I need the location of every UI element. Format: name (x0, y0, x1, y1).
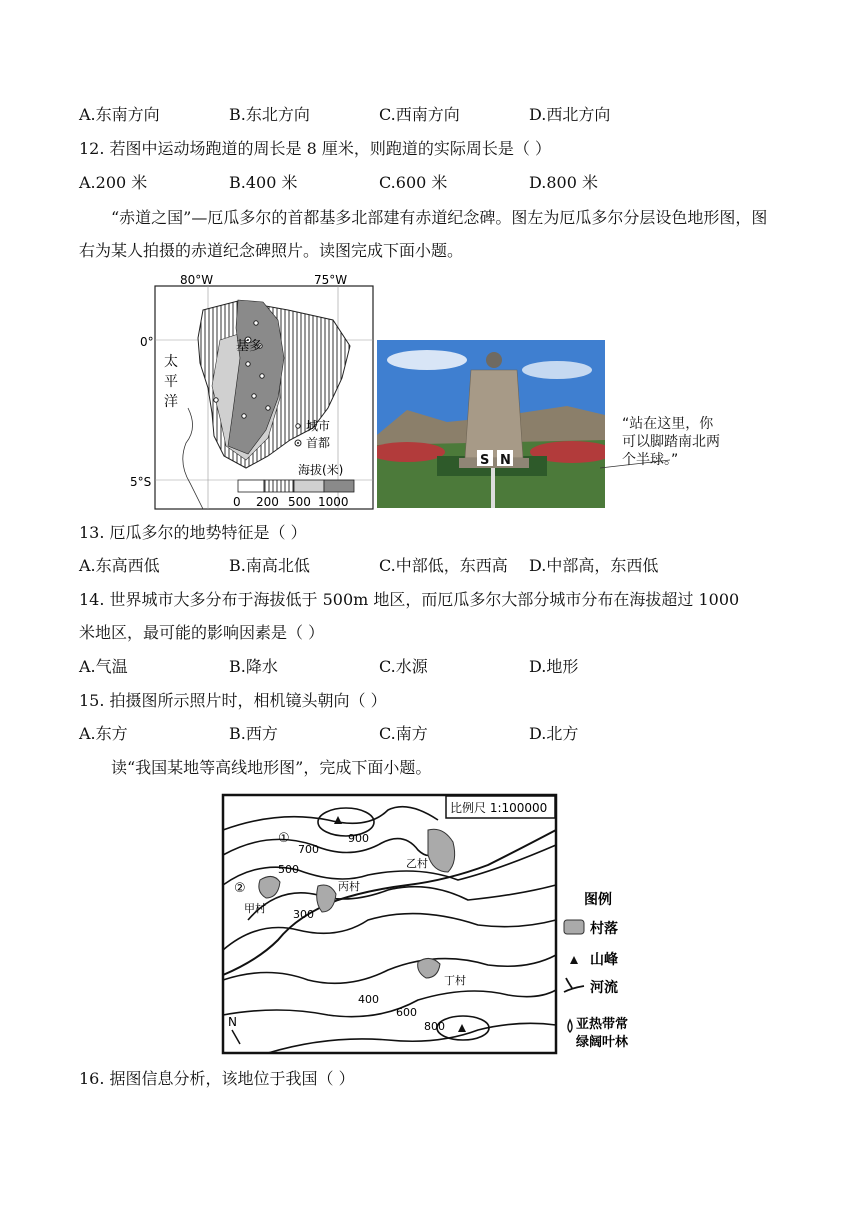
lat-0-label: 0° (140, 335, 154, 349)
equator-monument-photo (377, 340, 605, 508)
photo-letter-n: N (500, 453, 511, 468)
q15-option-c: C.南方 (379, 724, 428, 743)
capital-label: 基多 (236, 339, 263, 354)
q12-option-d: D.800 米 (529, 173, 598, 192)
q11-option-a: A.东南方向 (79, 105, 160, 124)
legend-tick-0: 0 (233, 495, 241, 509)
contour-intro: 读“我国某地等高线地形图”，完成下面小题。 (111, 758, 432, 777)
contour-label-700: 700 (298, 843, 319, 856)
q12-option-a: A.200 米 (79, 173, 148, 192)
q11-option-b: B.东北方向 (229, 105, 310, 124)
legend-city-label: 城市 (306, 419, 331, 433)
legend-tick-1000: 1000 (318, 495, 349, 509)
contour-topographic-map (218, 790, 563, 1058)
q13-stem: 13. 厄瓜多尔的地势特征是（ ） (79, 523, 307, 542)
ecuador-terrain-map (128, 268, 376, 510)
q14-option-b: B.降水 (229, 657, 278, 676)
q14-options (79, 657, 679, 677)
contour-label-300: 300 (293, 908, 314, 921)
legend-tick-500: 500 (288, 495, 311, 509)
q15-option-d: D.北方 (529, 724, 579, 743)
photo-letter-s: S (480, 453, 490, 468)
legend-peak-label: 山峰 (590, 952, 618, 968)
q14-option-a: A.气温 (79, 657, 128, 676)
q11-option-c: C.西南方向 (379, 105, 460, 124)
ocean-char-1: 太 (164, 354, 178, 370)
ocean-char-2: 平 (164, 374, 178, 390)
contour-label-800: 800 (424, 1020, 445, 1033)
contour-label-500: 500 (278, 863, 299, 876)
village-jia-label: 甲村 (244, 902, 266, 915)
q14-option-c: C.水源 (379, 657, 428, 676)
q14-stem-line2: 米地区，最可能的影响因素是（ ） (79, 623, 325, 642)
lon-80w-label: 80°W (180, 273, 214, 287)
contour-legend (562, 888, 652, 1058)
q15-stem: 15. 拍摄图所示照片时，相机镜头朝向（ ） (79, 691, 387, 710)
q15-options (79, 724, 679, 744)
contour-label-600: 600 (396, 1006, 417, 1019)
q11-option-d: D.西北方向 (529, 105, 611, 124)
ecuador-intro: “赤道之国”—厄瓜多尔的首都基多北部建有赤道纪念碑。图左为厄瓜多尔分层设色地形图，图右为某人拍摄的赤道纪念碑照片。读图完成下面小题。 (79, 208, 768, 260)
q12-option-c: C.600 米 (379, 173, 448, 192)
contour-label-900: 900 (348, 832, 369, 845)
contour-label-400: 400 (358, 993, 379, 1006)
ocean-char-3: 洋 (164, 394, 178, 410)
caption-line-1: “站在这里，你 (622, 416, 714, 432)
photo-caption-callout (600, 408, 740, 478)
q15-option-a: A.东方 (79, 724, 128, 743)
q11-options (79, 105, 679, 125)
legend-heading: 图例 (584, 892, 612, 908)
point-2-label: ② (234, 881, 246, 896)
q13-option-c: C.中部低，东西高 (379, 556, 508, 575)
caption-line-2: 可以脚踏南北两 (622, 434, 720, 450)
q14-option-d: D.地形 (529, 657, 579, 676)
q13-option-d: D.中部高，东西低 (529, 556, 659, 575)
q13-option-a: A.东高西低 (79, 556, 160, 575)
q13-options (79, 556, 679, 576)
lat-5s-label: 5°S (130, 475, 152, 489)
q16-stem: 16. 据图信息分析，该地位于我国（ ） (79, 1069, 355, 1088)
village-bing-label: 丙村 (338, 880, 360, 893)
north-label: N (228, 1015, 237, 1029)
q15-option-b: B.西方 (229, 724, 278, 743)
village-yi-label: 乙村 (406, 857, 428, 870)
q12-stem: 12. 若图中运动场跑道的周长是 8 厘米，则跑道的实际周长是（ ） (79, 139, 551, 158)
q13-option-b: B.南高北低 (229, 556, 310, 575)
legend-forest-line2: 绿阔叶林 (576, 1035, 629, 1050)
legend-village-label: 村落 (590, 921, 618, 937)
q14-stem-line1: 14. 世界城市大多分布于海拔低于 500m 地区，而厄瓜多尔大部分城市分布在海拔超过 1000 (79, 590, 740, 609)
village-ding-label: 丁村 (444, 974, 466, 987)
legend-forest-line1: 亚热带常 (576, 1017, 629, 1032)
point-1-label: ① (278, 831, 290, 846)
caption-line-3: 个半球。” (622, 452, 679, 468)
scale-label: 比例尺 1:100000 (450, 801, 548, 815)
legend-tick-200: 200 (256, 495, 279, 509)
legend-elevation-title: 海拔(米) (298, 463, 344, 477)
q12-option-b: B.400 米 (229, 173, 298, 192)
legend-capital-label: 首都 (306, 436, 331, 450)
lon-75w-label: 75°W (314, 273, 348, 287)
q12-options (79, 173, 679, 193)
legend-river-label: 河流 (590, 980, 618, 996)
